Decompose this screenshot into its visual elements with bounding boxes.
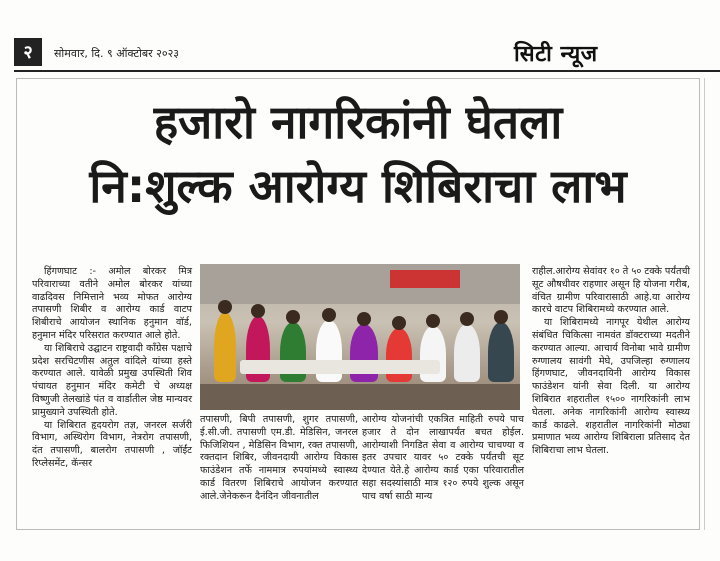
photo-wall <box>200 264 520 304</box>
photo-table <box>240 360 440 374</box>
photo-banner <box>390 270 460 288</box>
page-header <box>0 0 720 72</box>
paragraph: आरोग्य योजनांची एकत्रित माहिती रुपये पाच हजार ते दोन लाखापर्यंत बचत होईल. आरोग्याशी निगडित सेवा व आरोग्य चाचण्या व इतर उपचार यावर ५० टक्के पर्यंतची सूट देण्यात येते.हे आरोग्य कार्ड एका परिवारातील सहा सदस्यांसाठी मात्र १२० रुपये शुल्क असून पाच वर्षा साठी मान्य <box>362 414 524 502</box>
page-number: २ <box>14 38 42 66</box>
issue-date: सोमवार, दि. ९ ऑक्टोबर २०२३ <box>54 47 180 60</box>
article-column-3 <box>362 414 524 504</box>
header-rule <box>14 70 720 72</box>
article-column-2 <box>200 414 358 504</box>
photo-head <box>392 316 406 330</box>
section-title: सिटी न्यूज <box>514 42 598 67</box>
paragraph: राहील.आरोग्य सेवांवर १० ते ५० टक्के पर्यंतची सूट औषधीवर राहणार असून हि योजना गरीब, वंचित ग्रामीण परिवारासाठी आहे.या आरोग्य कारचे वाटप शिबिरामध्ये करण्यात आले. <box>532 266 690 316</box>
headline-line-1: हजारो नागरिकांनी घेतला <box>153 95 563 149</box>
paragraph: या शिबिरामध्ये नागपूर येथील आरोग्य संबंधित चिकित्सा नामवंत डॉक्टराच्या मदतीने करण्यात आल्या. आचार्य विनोबा भावे ग्रामीण रुग्णालय सावंगी मेघे, उपजिल्हा रुग्णालय हिंगणघाट, जीवनदायिनी आरोग्य विकास फाउंडेशन यांनी सेवा दिली. या आरोग्य शिबिरात शहरातील १५०० नागरिकांनी लाभ घेतला. अनेक नागरिकांनी आरोग्य स्वास्थ्य कार्ड काढले. शहरातील नागरिकांनी मोठ्या प्रमाणात भव्य आरोग्य शिबिराला प्रतिसाद देत शिबिराचा लाभ घेतला. <box>532 317 690 457</box>
event-photo <box>200 264 520 410</box>
paragraph: हिंगणघाट :- अमोल बोरकर मित्र परिवाराच्या वतीने अमोल बोरकर यांच्या वाढदिवस निमित्ताने भव्य मोफत आरोग्य तपासणी शिबीर व आरोग्य कार्ड वाटप शिबीराचे आयोजन स्थानिक हनुमान वॉर्ड, हनुमान मंदिर परिसरात करण्यात आले होते. <box>32 266 192 341</box>
paragraph: या शिबिराचे उद्घाटन राष्ट्रवादी कॉंग्रेस पक्षाचे प्रदेश सरचिटणीस अतुल वांदिले यांच्या हस्ते करण्यात आले. यावेळी प्रमुख उपस्थिती शिव पंचायत हनुमान मंदिर कमेटी चे अध्यक्ष विष्णुजी तेलखांडे पंत व वार्डातील जेष्ठ मान्यवर प्रामुख्याने उपस्थिती होते. <box>32 342 192 418</box>
article-column-1 <box>32 266 192 471</box>
photo-head <box>494 310 508 324</box>
photo-head <box>286 310 300 324</box>
photo-person <box>454 324 480 382</box>
photo-head <box>426 314 440 328</box>
headline <box>16 82 700 218</box>
adjacent-article-strip <box>704 78 720 530</box>
photo-person <box>488 322 514 382</box>
photo-head <box>218 300 232 314</box>
photo-person <box>214 312 236 382</box>
article-column-4 <box>532 266 690 458</box>
headline-line-2: नि:शुल्क आरोग्य शिबिराचा लाभ <box>89 159 627 213</box>
photo-head <box>251 304 265 318</box>
photo-floor <box>200 384 520 410</box>
paragraph: या शिबिरात हृदयरोग तज्ञ, जनरल सर्जरी विभाग, अस्थिरोग विभाग, नेत्ररोग तपासणी, दंत तपासणी, बालरोग तपासणी , जॉईंट रिप्लेसमेंट, कॅन्सर <box>32 419 192 469</box>
paragraph: तपासणी, बिपी तपासणी, शुगर तपासणी, ई.सी.जी. तपासणी एम.डी. मेडिसिन, जनरल फिजिशियन , मेडिसिन विभाग, रक्त तपासणी, रक्तदान शिबिर, जीवनदायी आरोग्य विकास फाउंडेशन तर्फे नाममात्र रुपयांमध्ये स्वास्थ्य कार्ड वितरण शिबिराचे आयोजन करण्यात आले.जेनेकरून दैनंदिन जीवनातील <box>200 414 358 502</box>
photo-head <box>322 308 336 322</box>
photo-head <box>357 312 371 326</box>
photo-head <box>460 312 474 326</box>
